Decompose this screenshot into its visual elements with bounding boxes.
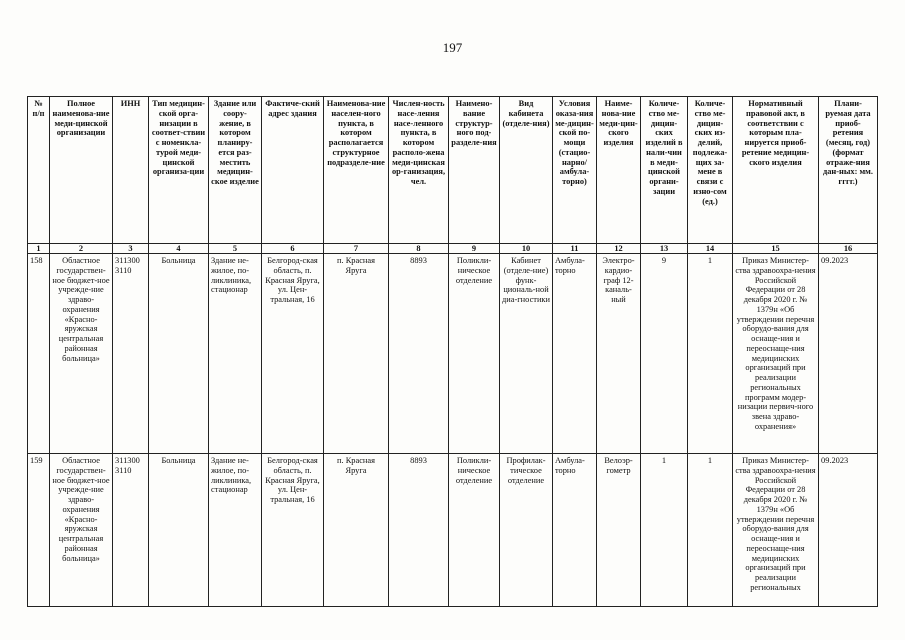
quantity-available: 9 xyxy=(641,254,688,454)
device-cell: Велоэр-гометр xyxy=(597,454,641,607)
organization-type: Больница xyxy=(149,454,209,607)
column-number: 9 xyxy=(449,244,500,254)
header-cell: № п/п xyxy=(28,97,50,244)
column-number-row xyxy=(28,244,878,254)
column-number: 8 xyxy=(389,244,449,254)
header-cell: Тип медицин-ской орга-низации в соответ-ствии с номенкла-турой меди-цинской организа-ции xyxy=(149,97,209,244)
address-cell: Белгород-ская область, п. Красная Яруга, ул. Цен-тральная, 16 xyxy=(262,254,324,454)
header-cell: Условия оказа-ния ме-дицин-ской по-мощи (стацио-нарно/ амбула-торно) xyxy=(553,97,597,244)
building-cell: Здание не-жилое, по-ликлиника, стационар xyxy=(209,454,262,607)
population-cell: 8893 xyxy=(389,454,449,607)
column-number: 16 xyxy=(819,244,878,254)
column-number: 1 xyxy=(28,244,50,254)
cabinet-cell: Профилак-тическое отделение xyxy=(500,454,553,607)
purchase-date: 09.2023 xyxy=(819,454,878,607)
address-cell: Белгород-ская область, п. Красная Яруга, ул. Цен-тральная, 16 xyxy=(262,454,324,607)
settlement-cell: п. Красная Яруга xyxy=(324,254,389,454)
population-cell: 8893 xyxy=(389,254,449,454)
header-cell: Нормативный правовой акт, в соответствии с которым пла-нируется приоб-ретение медицин-ского изделия xyxy=(733,97,819,244)
purchase-date: 09.2023 xyxy=(819,254,878,454)
organization-name: Областное государствен-ное бюджет-ное учрежде-ние здраво-охранения «Красно-яружская центральная районная больница» xyxy=(50,254,113,454)
subdivision-cell: Поликли-ническое отделение xyxy=(449,254,500,454)
column-number: 15 xyxy=(733,244,819,254)
header-cell: ИНН xyxy=(113,97,149,244)
equipment-table xyxy=(27,96,878,607)
device-cell: Электро-кардио-граф 12-каналь-ный xyxy=(597,254,641,454)
cabinet-cell: Кабинет (отделе-ние) функ-циональ-ной диа-гностики xyxy=(500,254,553,454)
column-number: 6 xyxy=(262,244,324,254)
subdivision-cell: Поликли-ническое отделение xyxy=(449,454,500,607)
header-cell: Здание или соору-жение, в котором планиру-ется раз-местить медицин-ское изделие xyxy=(209,97,262,244)
inn-cell: 311300 3110 xyxy=(113,254,149,454)
column-number: 4 xyxy=(149,244,209,254)
row-number: 159 xyxy=(28,454,50,607)
row-number: 158 xyxy=(28,254,50,454)
column-number: 12 xyxy=(597,244,641,254)
header-cell: Наимено-вание структур-ного под-разделе-ния xyxy=(449,97,500,244)
column-number: 2 xyxy=(50,244,113,254)
header-cell: Плани-руемая дата приоб-ретения (месяц, год) (формат отраже-ния дан-ных: мм. гггг.) xyxy=(819,97,878,244)
column-number: 10 xyxy=(500,244,553,254)
header-cell: Количе-ство ме-дицин-ских из-делий, подлежа-щих за-мене в связи с изно-сом (ед.) xyxy=(688,97,733,244)
header-cell: Вид кабинета (отделе-ния) xyxy=(500,97,553,244)
organization-type: Больница xyxy=(149,254,209,454)
legal-act-cell: Приказ Министер-ства здравоохра-нения Российской Федерации от 28 декабря 2020 г. № 1379н «Об утверждении перечня оборудо-вания для оснаще-ния и переоснаще-ния медицинских организаций при реализации региональных программ модер-низации первич-ного звена здраво-охранения» xyxy=(733,254,819,454)
header-cell: Наиме-нова-ние меди-цин-ского изделия xyxy=(597,97,641,244)
settlement-cell: п. Красная Яруга xyxy=(324,454,389,607)
header-cell: Наименова-ние населен-ного пункта, в котором располагается структурное подразделе-ние xyxy=(324,97,389,244)
header-cell: Количе-ство ме-дицин-ских изделий в нали-чии в меди-цинской органи-зации xyxy=(641,97,688,244)
organization-name: Областное государствен-ное бюджет-ное учрежде-ние здраво-охранения «Красно-яружская центральная районная больница» xyxy=(50,454,113,607)
column-number: 11 xyxy=(553,244,597,254)
legal-act-cell: Приказ Министер-ства здравоохра-нения Российской Федерации от 28 декабря 2020 г. № 1379н «Об утверждении перечня оборудо-вания для оснаще-ния и переоснаще-ния медицинских организаций при реализации региональных xyxy=(733,454,819,607)
column-number: 5 xyxy=(209,244,262,254)
quantity-available: 1 xyxy=(641,454,688,607)
page-number: 197 xyxy=(442,40,463,55)
header-cell: Фактиче-ский адрес здания xyxy=(262,97,324,244)
header-row xyxy=(28,97,878,244)
quantity-replace: 1 xyxy=(688,254,733,454)
column-number: 13 xyxy=(641,244,688,254)
conditions-cell: Амбула-торно xyxy=(553,254,597,454)
table-row xyxy=(28,254,878,454)
column-number: 7 xyxy=(324,244,389,254)
building-cell: Здание не-жилое, по-ликлиника, стационар xyxy=(209,254,262,454)
header-cell: Полное наименова-ние меди-цинской организации xyxy=(50,97,113,244)
header-cell: Числен-ность насе-ления насе-ленного пункта, в котором располо-жена меди-цинская ор-ганизация, чел. xyxy=(389,97,449,244)
conditions-cell: Амбула-торно xyxy=(553,454,597,607)
column-number: 14 xyxy=(688,244,733,254)
table-row xyxy=(28,454,878,607)
column-number: 3 xyxy=(113,244,149,254)
inn-cell: 311300 3110 xyxy=(113,454,149,607)
quantity-replace: 1 xyxy=(688,454,733,607)
